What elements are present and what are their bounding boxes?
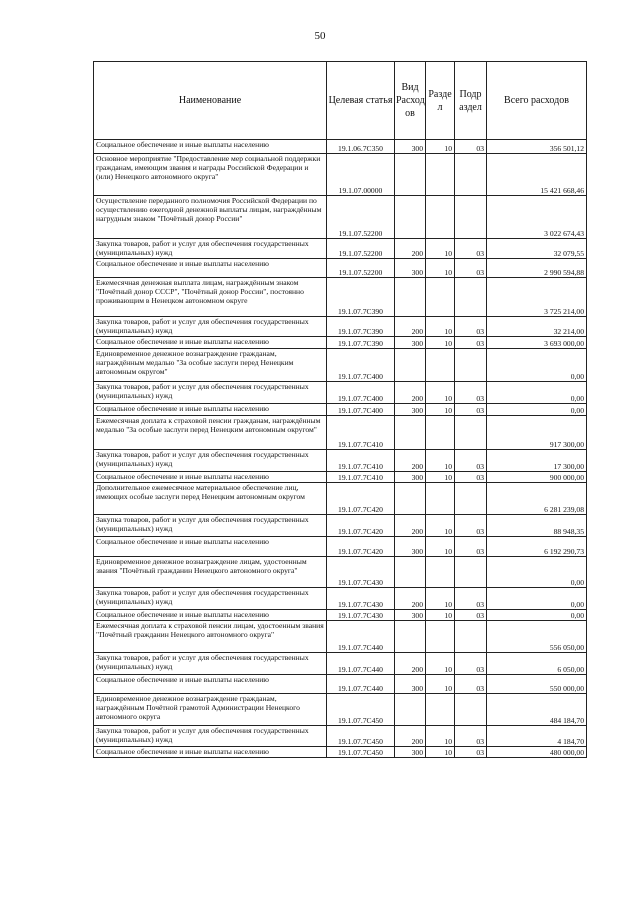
row-podrazdel: 03 [455,537,487,557]
table-row [94,140,587,154]
row-vid [395,621,426,653]
table-row [94,610,587,621]
row-name: Закупка товаров, работ и услуг для обеспечения государственных (муниципальных) нужд [94,515,327,537]
row-name: Основное мероприятие "Предоставление мер социальной поддержки гражданам, имеющим звания и награды Российской Федерации и (или) Ненецкого автономного округа" [94,154,327,196]
row-target-code: 19.1.07.7С420 [327,537,395,557]
row-name: Социальное обеспечение и иные выплаты населению [94,259,327,278]
row-name: Социальное обеспечение и иные выплаты населению [94,404,327,416]
row-total: 480 000,00 [487,747,587,758]
table-row [94,726,587,747]
table-row [94,259,587,278]
row-vid [395,196,426,239]
row-vid: 200 [395,588,426,610]
row-podrazdel: 03 [455,515,487,537]
row-razdel [426,196,455,239]
row-total: 88 948,35 [487,515,587,537]
row-name: Ежемесячная доплата к страховой пенсии гражданам, награждённым медалью "За особые заслуги перед Ненецким автономным округом" [94,416,327,450]
row-target-code: 19.1.07.7С410 [327,416,395,450]
row-total: 15 421 668,46 [487,154,587,196]
table-row [94,472,587,483]
row-vid: 200 [395,239,426,259]
row-razdel [426,416,455,450]
row-podrazdel: 03 [455,140,487,154]
table-row [94,653,587,675]
row-vid [395,154,426,196]
row-name: Закупка товаров, работ и услуг для обеспечения государственных (муниципальных) нужд [94,239,327,259]
row-target-code: 19.1.07.7С450 [327,694,395,726]
row-total: 32 079,55 [487,239,587,259]
table-row [94,515,587,537]
row-vid: 300 [395,140,426,154]
row-vid: 200 [395,317,426,337]
row-target-code: 19.1.07.7С440 [327,653,395,675]
table-body [94,140,587,758]
table-row [94,675,587,694]
row-name: Социальное обеспечение и иные выплаты населению [94,675,327,694]
row-razdel: 10 [426,259,455,278]
row-target-code: 19.1.07.7С400 [327,404,395,416]
table-row [94,317,587,337]
row-vid: 300 [395,337,426,349]
table-row [94,278,587,317]
row-razdel: 10 [426,726,455,747]
header-target: Целевая статья [327,62,395,140]
row-total: 2 990 594,88 [487,259,587,278]
row-total: 3 725 214,00 [487,278,587,317]
row-podrazdel: 03 [455,653,487,675]
row-total: 0,00 [487,557,587,588]
row-target-code: 19.1.07.7С450 [327,747,395,758]
row-podrazdel: 03 [455,382,487,404]
header-total: Всего расходов [487,62,587,140]
row-name: Социальное обеспечение и иные выплаты населению [94,610,327,621]
row-total: 0,00 [487,382,587,404]
row-target-code: 19.1.07.52200 [327,196,395,239]
header-razdel: Разде л [426,62,455,140]
row-podrazdel: 03 [455,726,487,747]
row-target-code: 19.1.07.7С440 [327,675,395,694]
row-podrazdel: 03 [455,610,487,621]
row-total: 4 184,70 [487,726,587,747]
row-podrazdel: 03 [455,588,487,610]
row-name: Осуществление переданного полномочия Российской Федерации по осуществлению ежегодной денежной выплаты лицам, награждённым нагрудным знаком "Почётный донор России" [94,196,327,239]
row-razdel: 10 [426,239,455,259]
row-podrazdel: 03 [455,404,487,416]
row-target-code: 19.1.07.7С410 [327,450,395,472]
table-row [94,239,587,259]
row-total: 0,00 [487,349,587,382]
row-name: Социальное обеспечение и иные выплаты населению [94,537,327,557]
row-razdel [426,349,455,382]
row-total: 900 000,00 [487,472,587,483]
row-target-code: 19.1.07.00000 [327,154,395,196]
row-total: 3 022 674,43 [487,196,587,239]
row-podrazdel: 03 [455,450,487,472]
row-name: Единовременное денежное вознаграждение гражданам, награждённым Почётной грамотой Администрации Ненецкого автономного округа [94,694,327,726]
page-number: 50 [314,30,326,42]
row-total: 0,00 [487,404,587,416]
row-vid: 200 [395,653,426,675]
table-row [94,416,587,450]
row-vid [395,483,426,515]
row-podrazdel [455,483,487,515]
row-vid: 300 [395,472,426,483]
row-podrazdel: 03 [455,259,487,278]
row-target-code: 19.1.07.52200 [327,239,395,259]
row-podrazdel [455,349,487,382]
row-razdel [426,621,455,653]
row-vid: 200 [395,382,426,404]
row-target-code: 19.1.07.7С440 [327,621,395,653]
row-name: Ежемесячная доплата к страховой пенсии лицам, удостоенным звания "Почётный гражданин Ненецкого автономного округа" [94,621,327,653]
row-target-code: 19.1.07.7С390 [327,337,395,349]
row-total: 0,00 [487,610,587,621]
row-total: 556 050,00 [487,621,587,653]
row-name: Социальное обеспечение и иные выплаты населению [94,140,327,154]
row-razdel: 10 [426,404,455,416]
row-vid [395,349,426,382]
row-total: 6 050,00 [487,653,587,675]
table-row [94,196,587,239]
row-target-code: 19.1.07.7С430 [327,588,395,610]
row-name: Закупка товаров, работ и услуг для обеспечения государственных (муниципальных) нужд [94,653,327,675]
row-podrazdel: 03 [455,675,487,694]
row-razdel: 10 [426,537,455,557]
row-razdel: 10 [426,675,455,694]
table-row [94,450,587,472]
row-name: Закупка товаров, работ и услуг для обеспечения государственных (муниципальных) нужд [94,382,327,404]
row-name: Единовременное денежное вознаграждение гражданам, награждённым медалью "За особые заслуги перед Ненецким автономным округом" [94,349,327,382]
row-razdel: 10 [426,317,455,337]
row-target-code: 19.1.07.7С400 [327,349,395,382]
row-target-code: 19.1.07.52200 [327,259,395,278]
row-razdel [426,278,455,317]
row-name: Закупка товаров, работ и услуг для обеспечения государственных (муниципальных) нужд [94,317,327,337]
header-name: Наименование [94,62,327,140]
table-row [94,349,587,382]
row-total: 32 214,00 [487,317,587,337]
row-razdel [426,557,455,588]
row-vid [395,416,426,450]
row-name: Ежемесячная денежная выплата лицам, награждённым знаком "Почётный донор СССР", "Почётный донор России", постоянно проживающим в Ненецком автономном округе [94,278,327,317]
row-podrazdel [455,416,487,450]
row-razdel: 10 [426,382,455,404]
row-vid [395,557,426,588]
row-name: Социальное обеспечение и иные выплаты населению [94,747,327,758]
row-razdel: 10 [426,515,455,537]
row-total: 6 281 239,08 [487,483,587,515]
row-name: Закупка товаров, работ и услуг для обеспечения государственных (муниципальных) нужд [94,588,327,610]
table-row [94,537,587,557]
row-target-code: 19.1.07.7С410 [327,472,395,483]
row-podrazdel: 03 [455,317,487,337]
row-razdel: 10 [426,653,455,675]
row-target-code: 19.1.07.7С390 [327,278,395,317]
row-total: 917 300,00 [487,416,587,450]
row-target-code: 19.1.07.7С400 [327,382,395,404]
row-target-code: 19.1.07.7С430 [327,610,395,621]
row-vid [395,278,426,317]
row-name: Социальное обеспечение и иные выплаты населению [94,472,327,483]
header-podrazdel: Подр аздел [455,62,487,140]
row-total: 356 501,12 [487,140,587,154]
row-podrazdel [455,154,487,196]
row-podrazdel: 03 [455,239,487,259]
row-name: Закупка товаров, работ и услуг для обеспечения государственных (муниципальных) нужд [94,450,327,472]
table-row [94,557,587,588]
row-razdel: 10 [426,450,455,472]
row-razdel: 10 [426,337,455,349]
row-vid: 300 [395,259,426,278]
row-razdel: 10 [426,610,455,621]
row-vid: 300 [395,610,426,621]
table-row [94,747,587,758]
row-podrazdel [455,621,487,653]
row-podrazdel: 03 [455,337,487,349]
table-row [94,588,587,610]
row-target-code: 19.1.07.7С390 [327,317,395,337]
row-podrazdel: 03 [455,747,487,758]
row-razdel: 10 [426,588,455,610]
row-name: Закупка товаров, работ и услуг для обеспечения государственных (муниципальных) нужд [94,726,327,747]
row-vid: 200 [395,726,426,747]
row-target-code: 19.1.07.7С450 [327,726,395,747]
row-razdel [426,154,455,196]
row-vid [395,694,426,726]
row-podrazdel [455,278,487,317]
table-row [94,483,587,515]
row-total: 3 693 000,00 [487,337,587,349]
row-razdel [426,483,455,515]
row-name: Социальное обеспечение и иные выплаты населению [94,337,327,349]
table-row [94,382,587,404]
table-row [94,337,587,349]
row-razdel: 10 [426,747,455,758]
row-total: 6 192 290,73 [487,537,587,557]
header-vid: Вид Расход ов [395,62,426,140]
row-podrazdel [455,694,487,726]
row-razdel: 10 [426,472,455,483]
row-total: 550 000,00 [487,675,587,694]
row-razdel: 10 [426,140,455,154]
row-total: 0,00 [487,588,587,610]
row-vid: 300 [395,537,426,557]
row-vid: 300 [395,747,426,758]
row-name: Единовременное денежное вознаграждение лицам, удостоенным звания "Почётный гражданин Ненецкого автономного округа" [94,557,327,588]
row-target-code: 19.1.06.7С350 [327,140,395,154]
table-row [94,694,587,726]
row-razdel [426,694,455,726]
table-row [94,154,587,196]
table-row [94,404,587,416]
row-vid: 200 [395,515,426,537]
row-target-code: 19.1.07.7С430 [327,557,395,588]
row-name: Дополнительное ежемесячное материальное обеспечение лиц, имеющих особые заслуги перед Ненецким автономным округом [94,483,327,515]
budget-table [93,61,587,758]
row-target-code: 19.1.07.7С420 [327,515,395,537]
row-vid: 300 [395,404,426,416]
row-vid: 200 [395,450,426,472]
row-total: 17 300,00 [487,450,587,472]
table-row [94,621,587,653]
row-podrazdel [455,196,487,239]
row-podrazdel: 03 [455,472,487,483]
table-header [94,62,587,140]
row-podrazdel [455,557,487,588]
row-vid: 300 [395,675,426,694]
row-total: 484 184,70 [487,694,587,726]
row-target-code: 19.1.07.7С420 [327,483,395,515]
